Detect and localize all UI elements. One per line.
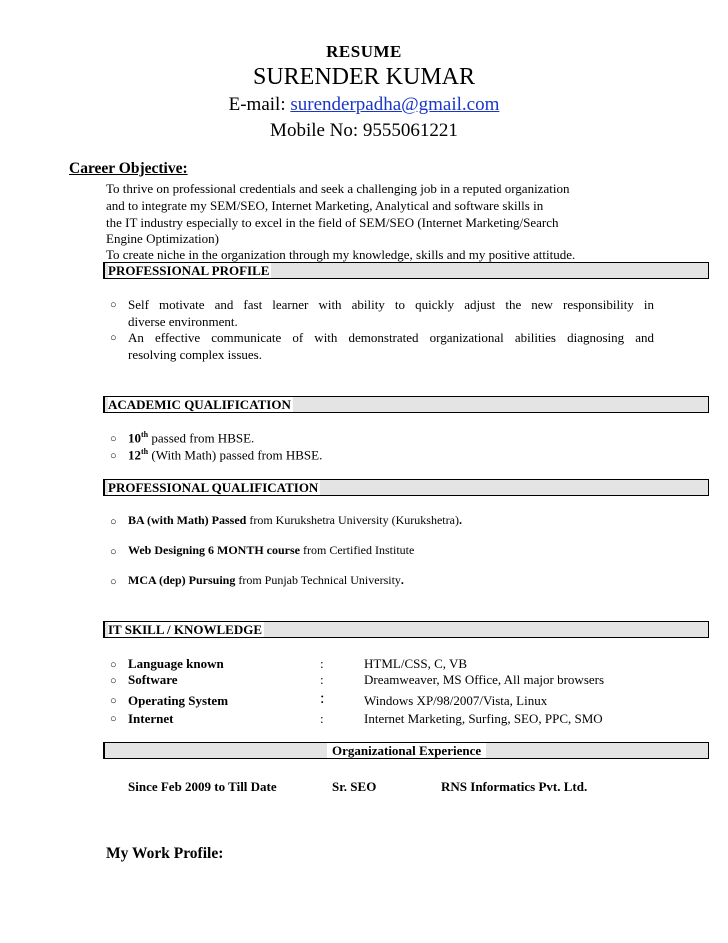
profile-item-line: diverse environment. [128, 314, 238, 329]
skill-name: Software [128, 672, 178, 687]
professional-profile-heading: PROFESSIONAL PROFILE [108, 263, 270, 278]
skill-name: Operating System [128, 693, 229, 708]
it-skill-bar [103, 621, 709, 638]
qualification-title: Web Designing 6 MONTH course [128, 543, 301, 557]
it-skill-heading: IT SKILL / KNOWLEDGE [108, 622, 263, 637]
resume-title: RESUME [326, 42, 402, 61]
email-link[interactable]: surenderpadha@gmail.com [290, 94, 500, 115]
skill-value: Dreamweaver, MS Office, All major browsers [364, 672, 605, 687]
bullet-icon: ○ [110, 516, 117, 528]
professional-qualification-heading: PROFESSIONAL QUALIFICATION [108, 480, 319, 495]
qualification-text: from Punjab Technical University [235, 573, 401, 587]
bullet-icon: ○ [110, 695, 117, 707]
bullet-icon: ○ [110, 450, 117, 462]
candidate-name: SURENDER KUMAR [252, 64, 476, 90]
professional-profile-bar [103, 262, 709, 279]
qualification-text: from Certified Institute [300, 543, 415, 557]
skill-value: Windows XP/98/2007/Vista, Linux [364, 693, 548, 708]
experience-bar [103, 742, 709, 759]
profile-item-line: Self motivate and fast learner with ability to quickly adjust the new responsibility in [128, 297, 654, 312]
objective-line: and to integrate my SEM/SEO, Internet Marketing, Analytical and software skills in [106, 198, 544, 213]
qualification-text: from Kurukshetra University (Kurukshetra) [246, 513, 459, 527]
bullet-icon: ○ [110, 576, 117, 588]
qualification-end: . [458, 513, 462, 527]
academic-sup: th [141, 430, 149, 439]
profile-item-line: resolving complex issues. [128, 347, 262, 362]
qualification-item [128, 573, 404, 588]
profile-item-line: An effective communicate of with demonstrated organizational abilities diagnosing and [128, 330, 654, 345]
email-label: E-mail: [228, 94, 291, 115]
mobile-line: Mobile No: 9555061221 [270, 120, 458, 141]
work-profile-heading: My Work Profile: [106, 845, 224, 862]
academic-heading: ACADEMIC QUALIFICATION [108, 397, 291, 412]
bullet-icon: ○ [110, 433, 117, 445]
qualification-item [128, 513, 462, 528]
qualification-end: . [400, 573, 404, 587]
bullet-icon: ○ [110, 659, 117, 671]
objective-line: To create niche in the organization through my knowledge, skills and my positive attitude. [106, 247, 576, 262]
academic-bar [103, 396, 709, 413]
experience-period: Since Feb 2009 to Till Date [128, 779, 277, 794]
academic-number: 12 [128, 447, 141, 463]
academic-item [128, 430, 254, 446]
experience-role: Sr. SEO [332, 779, 377, 794]
skill-colon: : [320, 656, 324, 671]
academic-sup: th [141, 447, 149, 456]
experience-heading: Organizational Experience [327, 743, 486, 758]
academic-text: (With Math) passed from HBSE. [148, 447, 323, 463]
objective-line: Engine Optimization) [106, 231, 220, 246]
bullet-icon: ○ [110, 299, 117, 311]
skill-name: Language known [128, 656, 224, 671]
skill-colon: : [320, 711, 324, 726]
qualification-title: MCA (dep) Pursuing [128, 573, 236, 587]
academic-number: 10 [128, 430, 141, 446]
experience-company: RNS Informatics Pvt. Ltd. [441, 779, 588, 794]
skill-value: HTML/CSS, C, VB [364, 656, 468, 671]
bullet-icon: ○ [110, 675, 117, 687]
email-line [0, 94, 728, 116]
objective-line: To thrive on professional credentials and seek a challenging job in a reputed organization [106, 181, 570, 196]
bullet-icon: ○ [110, 546, 117, 558]
academic-text: passed from HBSE. [148, 430, 255, 446]
qualification-title: BA (with Math) Passed [128, 513, 247, 527]
skill-colon: : [320, 690, 325, 707]
bullet-icon: ○ [110, 332, 117, 344]
bullet-icon: ○ [110, 713, 117, 725]
professional-qualification-bar [103, 479, 709, 496]
objective-line: the IT industry especially to excel in the field of SEM/SEO (Internet Marketing/Search [106, 215, 559, 230]
skill-name: Internet [128, 711, 174, 726]
qualification-item [128, 543, 414, 558]
skill-colon: : [320, 672, 324, 687]
skill-value: Internet Marketing, Surfing, SEO, PPC, SMO [364, 711, 603, 726]
career-objective-heading: Career Objective: [69, 160, 188, 177]
academic-item [128, 447, 322, 463]
